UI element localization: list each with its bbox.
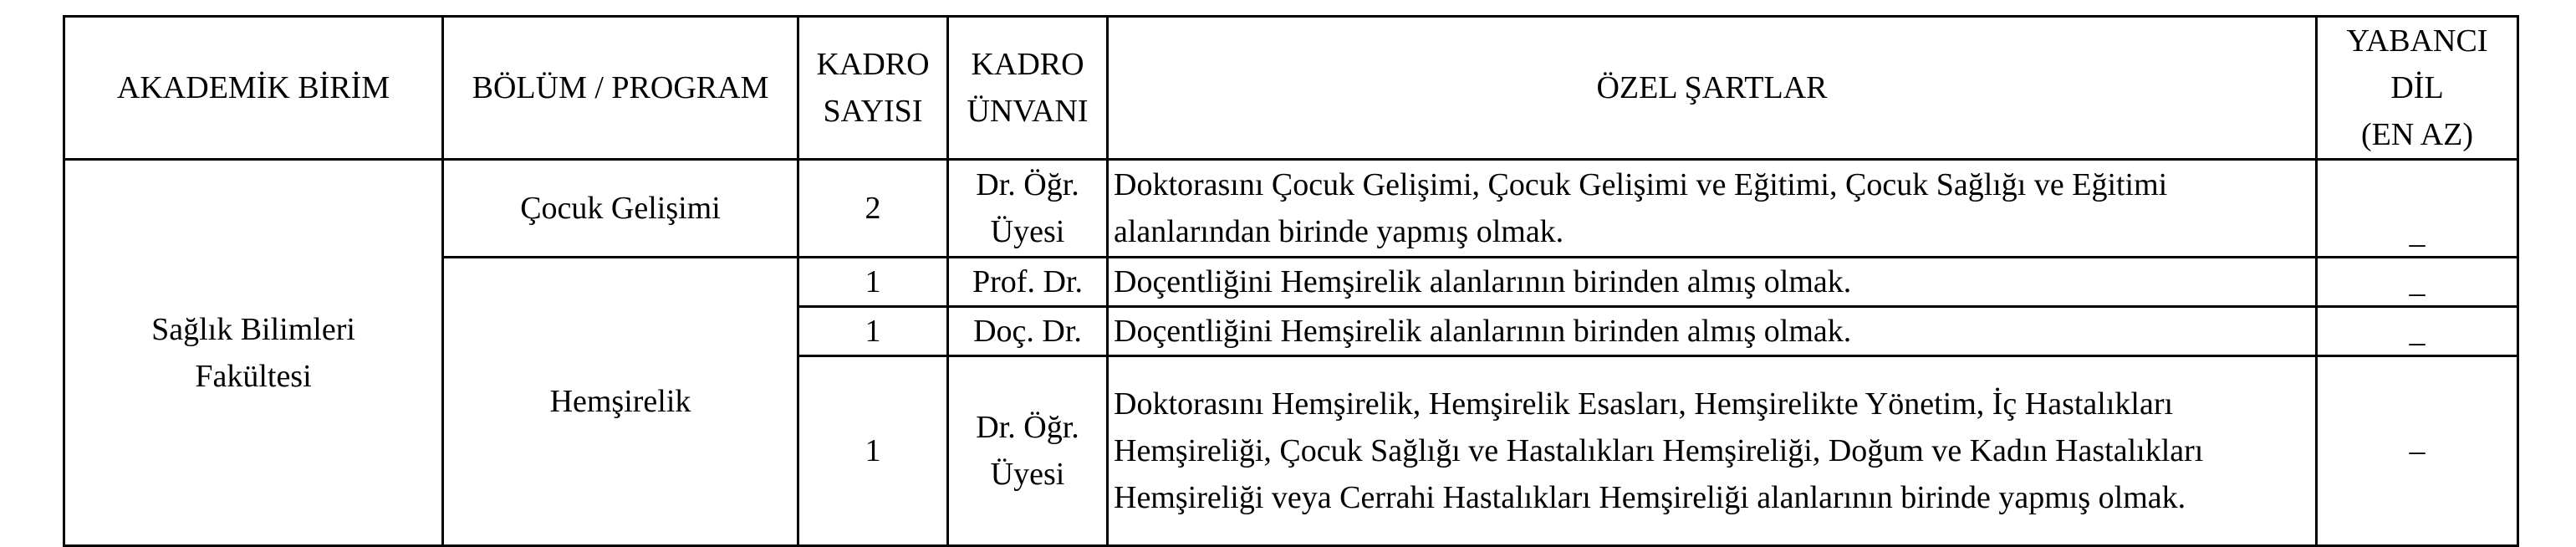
count-cell <box>798 258 948 307</box>
title-cell <box>948 160 1108 258</box>
academic-unit-line1: Sağlık Bilimleri <box>151 311 355 347</box>
academic-unit-cell <box>64 160 443 546</box>
language-cell <box>2317 160 2518 258</box>
title-cell <box>948 258 1108 307</box>
header-position-count <box>798 17 948 160</box>
position-title-line2: Üyesi <box>990 214 1065 249</box>
position-count: 1 <box>865 314 881 349</box>
header-department-program-label: BÖLÜM / PROGRAM <box>472 70 769 105</box>
header-foreign-language-line1: YABANCI DİL <box>2346 23 2488 105</box>
count-cell <box>798 356 948 546</box>
header-row <box>64 17 2518 160</box>
program-name: Hemşirelik <box>549 384 691 419</box>
header-foreign-language <box>2317 17 2518 160</box>
program-cell <box>443 160 798 258</box>
position-count: 1 <box>865 264 881 299</box>
special-conditions-text: Doçentliğini Hemşirelik alanlarının birinden almış olmak. <box>1114 314 1852 349</box>
language-requirement: _ <box>2409 314 2426 349</box>
header-position-title-line1: KADRO <box>971 47 1084 82</box>
conditions-cell <box>1108 307 2317 356</box>
title-cell <box>948 307 1108 356</box>
position-title-line1: Dr. Öğr. <box>976 167 1079 202</box>
title-cell <box>948 356 1108 546</box>
position-count: 2 <box>865 191 881 226</box>
language-requirement: _ <box>2409 264 2426 299</box>
position-title-line1: Dr. Öğr. <box>976 410 1079 445</box>
header-department-program <box>443 17 798 160</box>
table-row <box>64 160 2518 258</box>
position-title-line1: Doç. Dr. <box>973 314 1082 349</box>
header-position-title-line2: ÜNVANI <box>967 94 1089 129</box>
position-title-line2: Üyesi <box>990 457 1065 492</box>
position-title-line1: Prof. Dr. <box>972 264 1083 299</box>
header-position-count-line1: KADRO <box>816 47 930 82</box>
academic-unit-line2: Fakültesi <box>195 358 312 394</box>
language-requirement: – <box>2409 433 2426 468</box>
header-position-title <box>948 17 1108 160</box>
staff-positions-table <box>63 15 2519 547</box>
count-cell <box>798 307 948 356</box>
language-cell <box>2317 356 2518 546</box>
position-count: 1 <box>865 433 881 468</box>
language-requirement: _ <box>2409 215 2426 250</box>
header-academic-unit <box>64 17 443 160</box>
program-cell <box>443 258 798 546</box>
conditions-cell <box>1108 160 2317 258</box>
header-academic-unit-label: AKADEMİK BİRİM <box>116 70 390 105</box>
conditions-cell <box>1108 258 2317 307</box>
special-conditions-text: Doçentliğini Hemşirelik alanlarının birinden almış olmak. <box>1114 264 1852 299</box>
header-position-count-line2: SAYISI <box>823 94 923 129</box>
count-cell <box>798 160 948 258</box>
header-foreign-language-line2: (EN AZ) <box>2360 117 2474 152</box>
program-name: Çocuk Gelişimi <box>520 191 721 226</box>
header-special-conditions <box>1108 17 2317 160</box>
special-conditions-text: Doktorasını Hemşirelik, Hemşirelik Esasları, Hemşirelikte Yönetim, İç Hastalıkları Hemşireliği, Çocuk Sağlığı ve Hastalıkları Hemşireliği, Doğum ve Kadın Hastalıkları Hemşireliği veya Cerrahi Hastalıkları Hemşireliği alanlarının birinde yapmış olmak. <box>1114 386 2204 515</box>
conditions-cell <box>1108 356 2317 546</box>
header-special-conditions-label: ÖZEL ŞARTLAR <box>1596 70 1828 105</box>
special-conditions-text: Doktorasını Çocuk Gelişimi, Çocuk Gelişimi ve Eğitimi, Çocuk Sağlığı ve Eğitimi alanlarından birinde yapmış olmak. <box>1114 167 2168 249</box>
language-cell <box>2317 258 2518 307</box>
language-cell <box>2317 307 2518 356</box>
